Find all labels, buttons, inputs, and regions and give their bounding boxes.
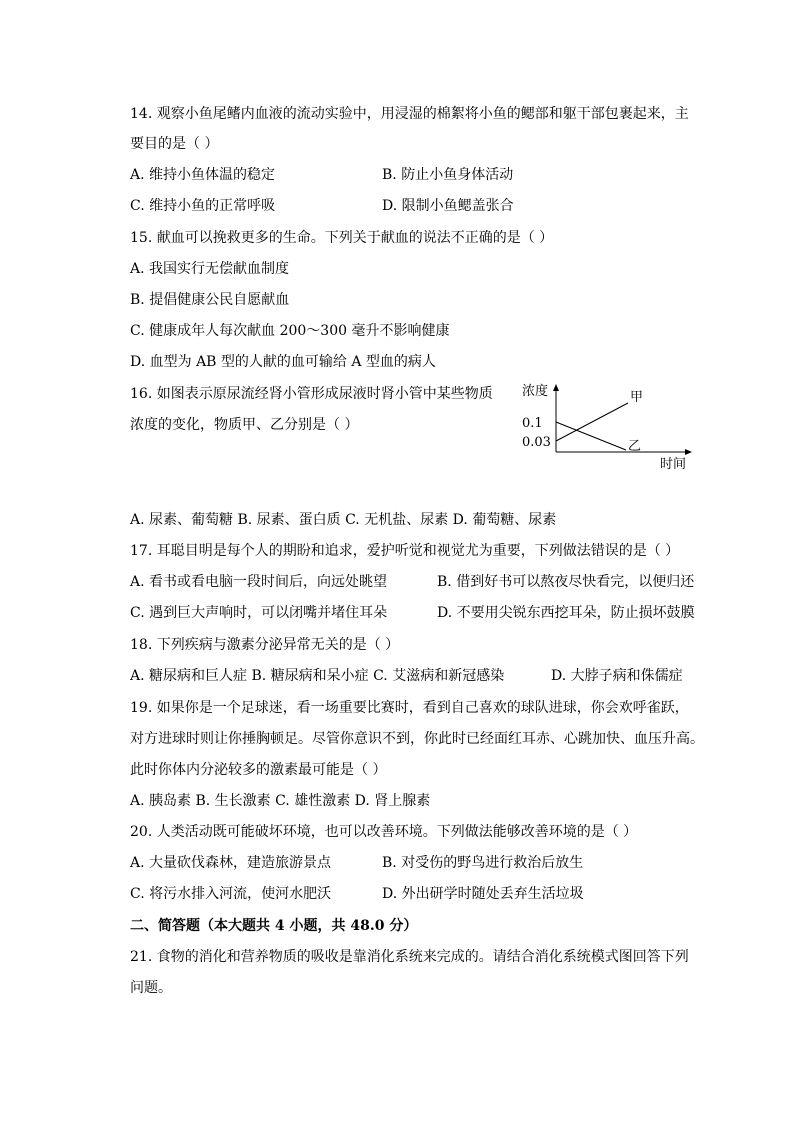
x-axis-arrow-icon bbox=[685, 449, 692, 455]
q20-option-a: A. 大量砍伐森林，建造旅游景点 bbox=[130, 855, 332, 871]
series-jia-line bbox=[556, 403, 628, 441]
q16-stem-line2: 浓度的变化，物质甲、乙分别是（ ） bbox=[130, 417, 359, 433]
series-yi-label: 乙 bbox=[628, 439, 642, 454]
q15-option-d: D. 血型为 AB 型的人献的血可输给 A 型血的病人 bbox=[130, 354, 436, 370]
q14-option-c: C. 维持小鱼的正常呼吸 bbox=[130, 198, 276, 214]
q16-stem-line1: 16. 如图表示原尿流经肾小管形成尿液时肾小管中某些物质 bbox=[130, 386, 493, 402]
q18-options-abc: A. 糖尿病和巨人症 B. 糖尿病和呆小症 C. 艾滋病和新冠感染 bbox=[130, 668, 505, 684]
q14-stem-line2: 要目的是（ ） bbox=[130, 136, 219, 152]
x-axis-label: 时间 bbox=[660, 457, 687, 472]
q18-option-d: D. 大脖子病和侏儒症 bbox=[551, 668, 683, 684]
q15-option-b: B. 提倡健康公民自愿献血 bbox=[130, 292, 290, 308]
q14-option-b: B. 防止小鱼身体活动 bbox=[382, 167, 514, 183]
q17-option-a: A. 看书或看电脑一段时间后，向远处眺望 bbox=[130, 574, 388, 590]
q17-stem: 17. 耳聪目明是每个人的期盼和追求，爱护听觉和视觉尤为重要，下列做法错误的是（ ） bbox=[130, 543, 680, 559]
section-heading: 二、简答题（本大题共 4 小题，共 48.0 分） bbox=[130, 918, 418, 934]
y-axis-label: 浓度 bbox=[522, 384, 549, 399]
concentration-chart bbox=[520, 380, 700, 475]
q20-option-b: B. 对受伤的野鸟进行救治后放生 bbox=[382, 855, 584, 871]
q20-option-c: C. 将污水排入河流，使河水肥沃 bbox=[130, 886, 332, 902]
y-tick-high: 0.1 bbox=[522, 416, 543, 431]
q19-line2: 对方进球时则让你捶胸顿足。尽管你意识不到，你此时已经面红耳赤、心跳加快、血压升高。 bbox=[130, 731, 704, 747]
series-jia-label: 甲 bbox=[630, 390, 644, 405]
q19-line1: 19. 如果你是一个足球迷，看一场重要比赛时，看到自己喜欢的球队进球，你会欢呼雀跃， bbox=[130, 700, 689, 716]
y-axis-arrow-icon bbox=[553, 384, 559, 391]
q21-line1: 21. 食物的消化和营养物质的吸收是靠消化系统来完成的。请结合消化系统模式图回答下列 bbox=[130, 949, 689, 965]
q14-stem-line1: 14. 观察小鱼尾鳍内血液的流动实验中，用浸湿的棉絮将小鱼的鳃部和躯干部包裹起来，主 bbox=[130, 106, 689, 122]
q20-stem: 20. 人类活动既可能破坏环境，也可以改善环境。下列做法能够改善环境的是（ ） bbox=[130, 824, 638, 840]
q15-stem: 15. 献血可以挽救更多的生命。下列关于献血的说法不正确的是（ ） bbox=[130, 230, 554, 246]
q18-stem: 18. 下列疾病与激素分泌异常无关的是（ ） bbox=[130, 637, 400, 653]
q19-line3: 此时你体内分泌较多的激素最可能是（ ） bbox=[130, 762, 387, 778]
q17-option-d: D. 不要用尖锐东西挖耳朵，防止损坏鼓膜 bbox=[437, 605, 695, 621]
q19-options: A. 胰岛素 B. 生长激素 C. 雄性激素 D. 肾上腺素 bbox=[130, 793, 431, 809]
y-tick-low: 0.03 bbox=[522, 435, 551, 450]
q15-option-a: A. 我国实行无偿献血制度 bbox=[130, 261, 290, 277]
q15-option-c: C. 健康成年人每次献血 200～300 毫升不影响健康 bbox=[130, 323, 450, 339]
q14-option-d: D. 限制小鱼鳃盖张合 bbox=[382, 198, 514, 214]
q17-option-c: C. 遇到巨大声响时，可以闭嘴并堵住耳朵 bbox=[130, 605, 388, 621]
q14-option-a: A. 维持小鱼体温的稳定 bbox=[130, 167, 276, 183]
q21-line2: 问题。 bbox=[130, 980, 172, 996]
q17-option-b: B. 借到好书可以熬夜尽快看完，以便归还 bbox=[437, 574, 695, 590]
q20-option-d: D. 外出研学时随处丢弃生活垃圾 bbox=[382, 886, 584, 902]
q16-options: A. 尿素、葡萄糖 B. 尿素、蛋白质 C. 无机盐、尿素 D. 葡萄糖、尿素 bbox=[130, 512, 557, 528]
